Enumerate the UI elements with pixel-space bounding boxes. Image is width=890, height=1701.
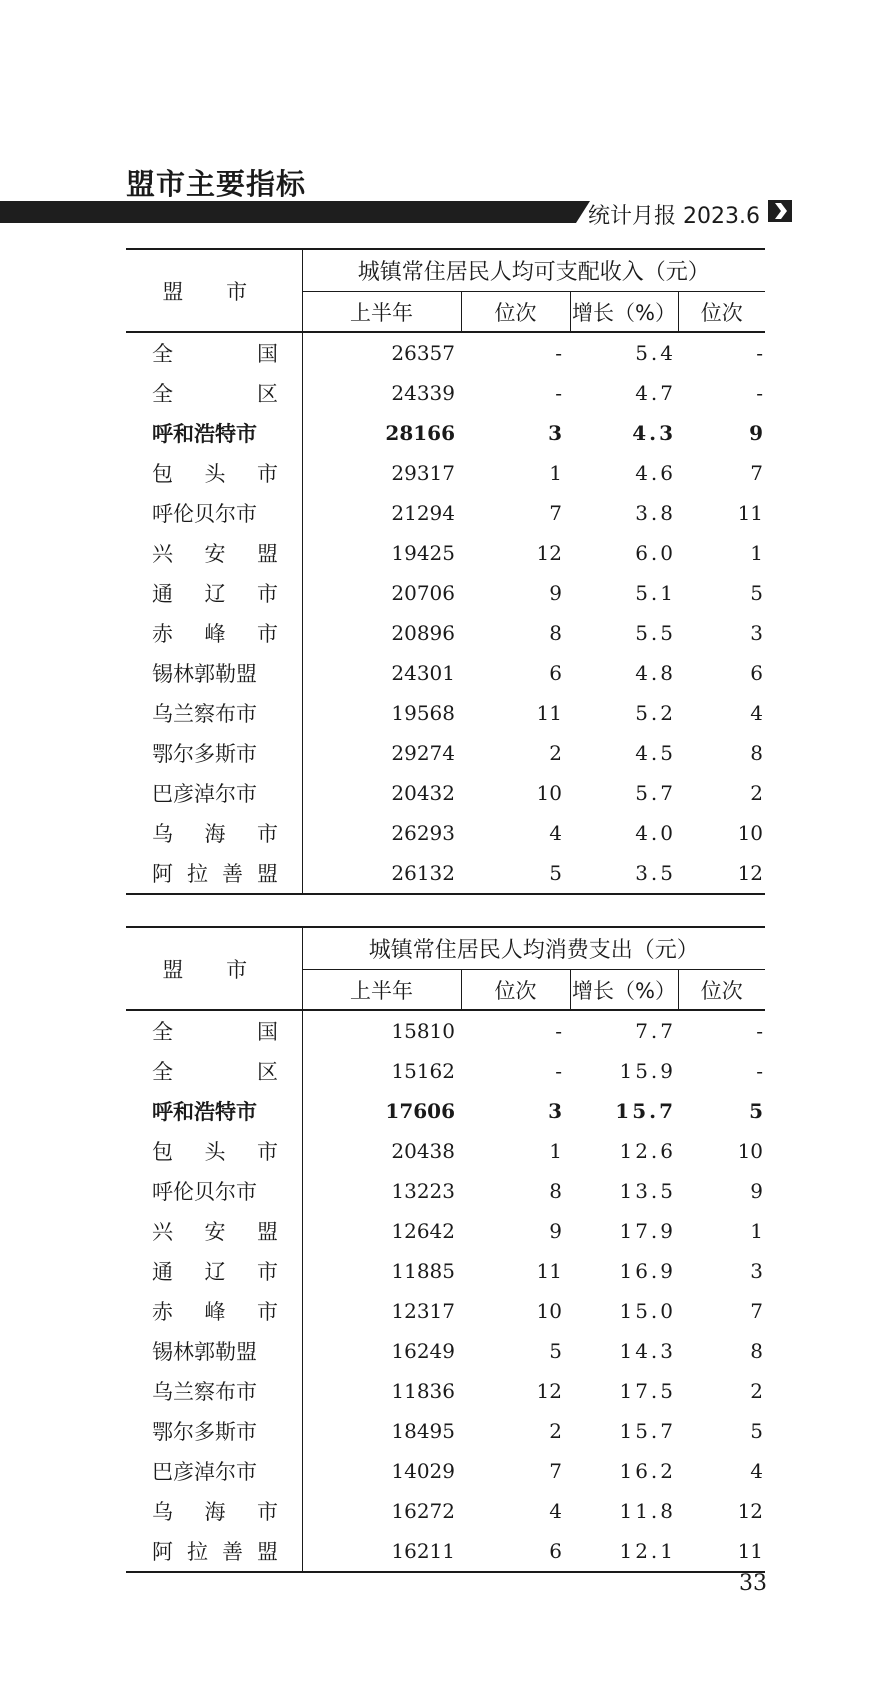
growth-cell: 17.5 (619, 1379, 676, 1403)
value-cell: 26293 (391, 821, 455, 845)
table-row (126, 453, 765, 493)
table-row (126, 1411, 765, 1451)
growth-cell: 6.0 (635, 541, 676, 565)
growth-rank-cell: - (756, 381, 764, 405)
growth-rank-cell: 9 (749, 421, 764, 445)
growth-cell: 4.6 (635, 461, 676, 485)
rank-cell: 9 (549, 1219, 562, 1243)
growth-rank-cell: 8 (750, 741, 764, 765)
growth-cell: 4.0 (635, 821, 676, 845)
region-name: 巴彦淖尔市 (126, 1451, 302, 1491)
table-row (126, 693, 765, 733)
value-cell: 29317 (391, 461, 455, 485)
growth-cell: 12.6 (619, 1139, 676, 1163)
table-row (126, 773, 765, 813)
region-name: 包头市 (126, 453, 302, 493)
table-row (126, 733, 765, 773)
value-cell: 11885 (391, 1259, 455, 1283)
growth-rank-cell: 5 (750, 1419, 764, 1443)
growth-rank-cell: 8 (750, 1339, 764, 1363)
value-cell: 19425 (391, 541, 455, 565)
rank-cell: - (555, 381, 562, 405)
growth-rank-cell: 1 (750, 541, 764, 565)
value-cell: 24301 (391, 661, 455, 685)
growth-rank-cell: 5 (750, 581, 764, 605)
growth-cell: 15.7 (619, 1419, 676, 1443)
table-row (126, 493, 765, 533)
rank-cell: 3 (548, 1099, 562, 1123)
rank-cell: 9 (549, 581, 562, 605)
growth-rank-cell: 12 (678, 853, 765, 894)
growth-cell: 4.3 (632, 421, 676, 445)
table-row (126, 332, 765, 373)
rank-cell: 7 (549, 501, 562, 525)
region-name: 包头市 (126, 1131, 302, 1171)
growth-rank-cell: - (756, 1019, 764, 1043)
table-row (126, 1211, 765, 1251)
expenditure-table (126, 926, 765, 1573)
region-name: 呼伦贝尔市 (126, 493, 302, 533)
region-name: 赤峰市 (126, 1291, 302, 1331)
value-cell: 24339 (391, 381, 455, 405)
value-cell: 26357 (391, 341, 455, 365)
rank-cell: 5 (549, 1339, 562, 1363)
rank-cell: 6 (461, 1531, 570, 1572)
value-cell: 20432 (391, 781, 455, 805)
column-header: 增长（%） (570, 970, 678, 1011)
region-name: 乌兰察布市 (126, 693, 302, 733)
region-name: 全国 (126, 332, 302, 373)
region-header: 盟 市 (126, 249, 302, 332)
growth-cell: 5.4 (635, 341, 676, 365)
region-name: 赤峰市 (126, 613, 302, 653)
growth-rank-cell: - (756, 1059, 764, 1083)
region-name: 鄂尔多斯市 (126, 1411, 302, 1451)
section-title: 盟市主要指标 (126, 167, 307, 201)
growth-rank-cell: 5 (749, 1099, 764, 1123)
value-cell: 20438 (391, 1139, 455, 1163)
chevron-right-icon (768, 200, 792, 222)
region-name: 阿拉善盟 (126, 1531, 302, 1572)
table-row (126, 1371, 765, 1411)
growth-cell: 14.3 (619, 1339, 676, 1363)
rank-cell: 11 (536, 701, 562, 725)
value-cell: 12642 (391, 1219, 455, 1243)
region-name: 呼伦贝尔市 (126, 1171, 302, 1211)
income-table (126, 248, 765, 895)
table-row (126, 653, 765, 693)
growth-rank-cell: 7 (750, 461, 764, 485)
growth-cell: 17.9 (619, 1219, 676, 1243)
region-name: 呼和浩特市 (126, 413, 302, 453)
table-row (126, 613, 765, 653)
region-name: 阿拉善盟 (126, 853, 302, 894)
value-cell: 29274 (391, 741, 455, 765)
table-row (126, 1051, 765, 1091)
rank-cell: 6 (549, 661, 562, 685)
region-name: 兴安盟 (126, 533, 302, 573)
header-band (0, 201, 590, 223)
region-name: 兴安盟 (126, 1211, 302, 1251)
table-row (126, 373, 765, 413)
growth-cell: 15.0 (619, 1299, 676, 1323)
growth-rank-cell: 12 (737, 1499, 764, 1523)
table-row (126, 573, 765, 613)
expenditure-group-header: 城镇常住居民人均消费支出（元） (302, 927, 765, 970)
column-header: 上半年 (302, 970, 461, 1011)
growth-rank-cell: 3 (750, 621, 764, 645)
growth-rank-cell: - (756, 341, 764, 365)
value-cell: 20896 (391, 621, 455, 645)
rank-cell: 3 (548, 421, 562, 445)
value-cell: 13223 (391, 1179, 455, 1203)
region-name: 锡林郭勒盟 (126, 1331, 302, 1371)
column-header: 位次 (461, 970, 570, 1011)
table-row (126, 813, 765, 853)
column-header: 增长（%） (570, 292, 678, 333)
value-cell: 26132 (302, 853, 461, 894)
rank-cell: 4 (549, 1499, 562, 1523)
table-row (126, 413, 765, 453)
rank-cell: 5 (461, 853, 570, 894)
value-cell: 28166 (385, 421, 455, 445)
income-group-header: 城镇常住居民人均可支配收入（元） (302, 249, 765, 292)
growth-rank-cell: 2 (750, 781, 764, 805)
growth-cell: 12.1 (570, 1531, 678, 1572)
table-row (126, 533, 765, 573)
table-row (126, 1291, 765, 1331)
growth-cell: 11.8 (619, 1499, 676, 1523)
region-name: 巴彦淖尔市 (126, 773, 302, 813)
rank-cell: 1 (549, 1139, 562, 1163)
value-cell: 16211 (302, 1531, 461, 1572)
region-name: 呼和浩特市 (126, 1091, 302, 1131)
region-name: 全国 (126, 1010, 302, 1051)
region-name: 乌海市 (126, 1491, 302, 1531)
growth-cell: 4.8 (635, 661, 676, 685)
table-row (126, 853, 765, 894)
publication-label: 统计月报 2023.6 (588, 204, 760, 229)
table-body (126, 1010, 765, 1572)
growth-rank-cell: 1 (750, 1219, 764, 1243)
table-body (126, 332, 765, 894)
table-row (126, 1171, 765, 1211)
rank-cell: 10 (536, 781, 562, 805)
growth-rank-cell: 2 (750, 1379, 764, 1403)
growth-cell: 13.5 (619, 1179, 676, 1203)
rank-cell: 7 (549, 1459, 562, 1483)
rank-cell: 2 (549, 741, 562, 765)
growth-cell: 15.9 (619, 1059, 676, 1083)
table-row (126, 1531, 765, 1572)
column-header: 位次 (678, 970, 765, 1011)
rank-cell: - (555, 1059, 562, 1083)
growth-cell: 15.7 (615, 1099, 676, 1123)
value-cell: 21294 (391, 501, 455, 525)
value-cell: 15810 (391, 1019, 455, 1043)
growth-cell: 5.5 (635, 621, 676, 645)
value-cell: 16249 (391, 1339, 455, 1363)
rank-cell: 8 (549, 1179, 562, 1203)
growth-cell: 16.2 (619, 1459, 676, 1483)
region-name: 乌海市 (126, 813, 302, 853)
table-row (126, 1331, 765, 1371)
growth-rank-cell: 6 (750, 661, 764, 685)
page-number: 33 (739, 1571, 767, 1596)
growth-cell: 5.7 (635, 781, 676, 805)
value-cell: 14029 (391, 1459, 455, 1483)
region-name: 全区 (126, 1051, 302, 1091)
column-header: 位次 (461, 292, 570, 333)
rank-cell: 1 (549, 461, 562, 485)
rank-cell: - (555, 1019, 562, 1043)
growth-cell: 3.5 (570, 853, 678, 894)
rank-cell: 10 (536, 1299, 562, 1323)
region-name: 锡林郭勒盟 (126, 653, 302, 693)
value-cell: 16272 (391, 1499, 455, 1523)
column-header: 位次 (678, 292, 765, 333)
table-row (126, 1010, 765, 1051)
growth-cell: 3.8 (635, 501, 676, 525)
rank-cell: - (555, 341, 562, 365)
growth-rank-cell: 10 (737, 1139, 764, 1163)
rank-cell: 4 (549, 821, 562, 845)
growth-rank-cell: 4 (750, 1459, 764, 1483)
region-name: 鄂尔多斯市 (126, 733, 302, 773)
region-name: 通辽市 (126, 1251, 302, 1291)
table-row (126, 1451, 765, 1491)
growth-cell: 5.2 (635, 701, 676, 725)
growth-rank-cell: 11 (737, 501, 764, 525)
region-header: 盟 市 (126, 927, 302, 1010)
column-header: 上半年 (302, 292, 461, 333)
rank-cell: 12 (536, 541, 562, 565)
growth-cell: 5.1 (635, 581, 676, 605)
table-row (126, 1091, 765, 1131)
table-row (126, 1251, 765, 1291)
value-cell: 19568 (391, 701, 455, 725)
growth-cell: 4.7 (635, 381, 676, 405)
growth-cell: 4.5 (635, 741, 676, 765)
value-cell: 17606 (385, 1099, 455, 1123)
rank-cell: 8 (549, 621, 562, 645)
value-cell: 15162 (391, 1059, 455, 1083)
rank-cell: 11 (536, 1259, 562, 1283)
value-cell: 11836 (391, 1379, 455, 1403)
region-name: 全区 (126, 373, 302, 413)
growth-rank-cell: 11 (678, 1531, 765, 1572)
rank-cell: 12 (536, 1379, 562, 1403)
value-cell: 20706 (391, 581, 455, 605)
growth-rank-cell: 10 (737, 821, 764, 845)
growth-cell: 7.7 (635, 1019, 676, 1043)
growth-rank-cell: 9 (750, 1179, 764, 1203)
value-cell: 12317 (391, 1299, 455, 1323)
value-cell: 18495 (391, 1419, 455, 1443)
growth-cell: 16.9 (619, 1259, 676, 1283)
table-row (126, 1131, 765, 1171)
growth-rank-cell: 7 (750, 1299, 764, 1323)
growth-rank-cell: 3 (750, 1259, 764, 1283)
growth-rank-cell: 4 (750, 701, 764, 725)
table-row (126, 1491, 765, 1531)
rank-cell: 2 (549, 1419, 562, 1443)
region-name: 通辽市 (126, 573, 302, 613)
region-name: 乌兰察布市 (126, 1371, 302, 1411)
